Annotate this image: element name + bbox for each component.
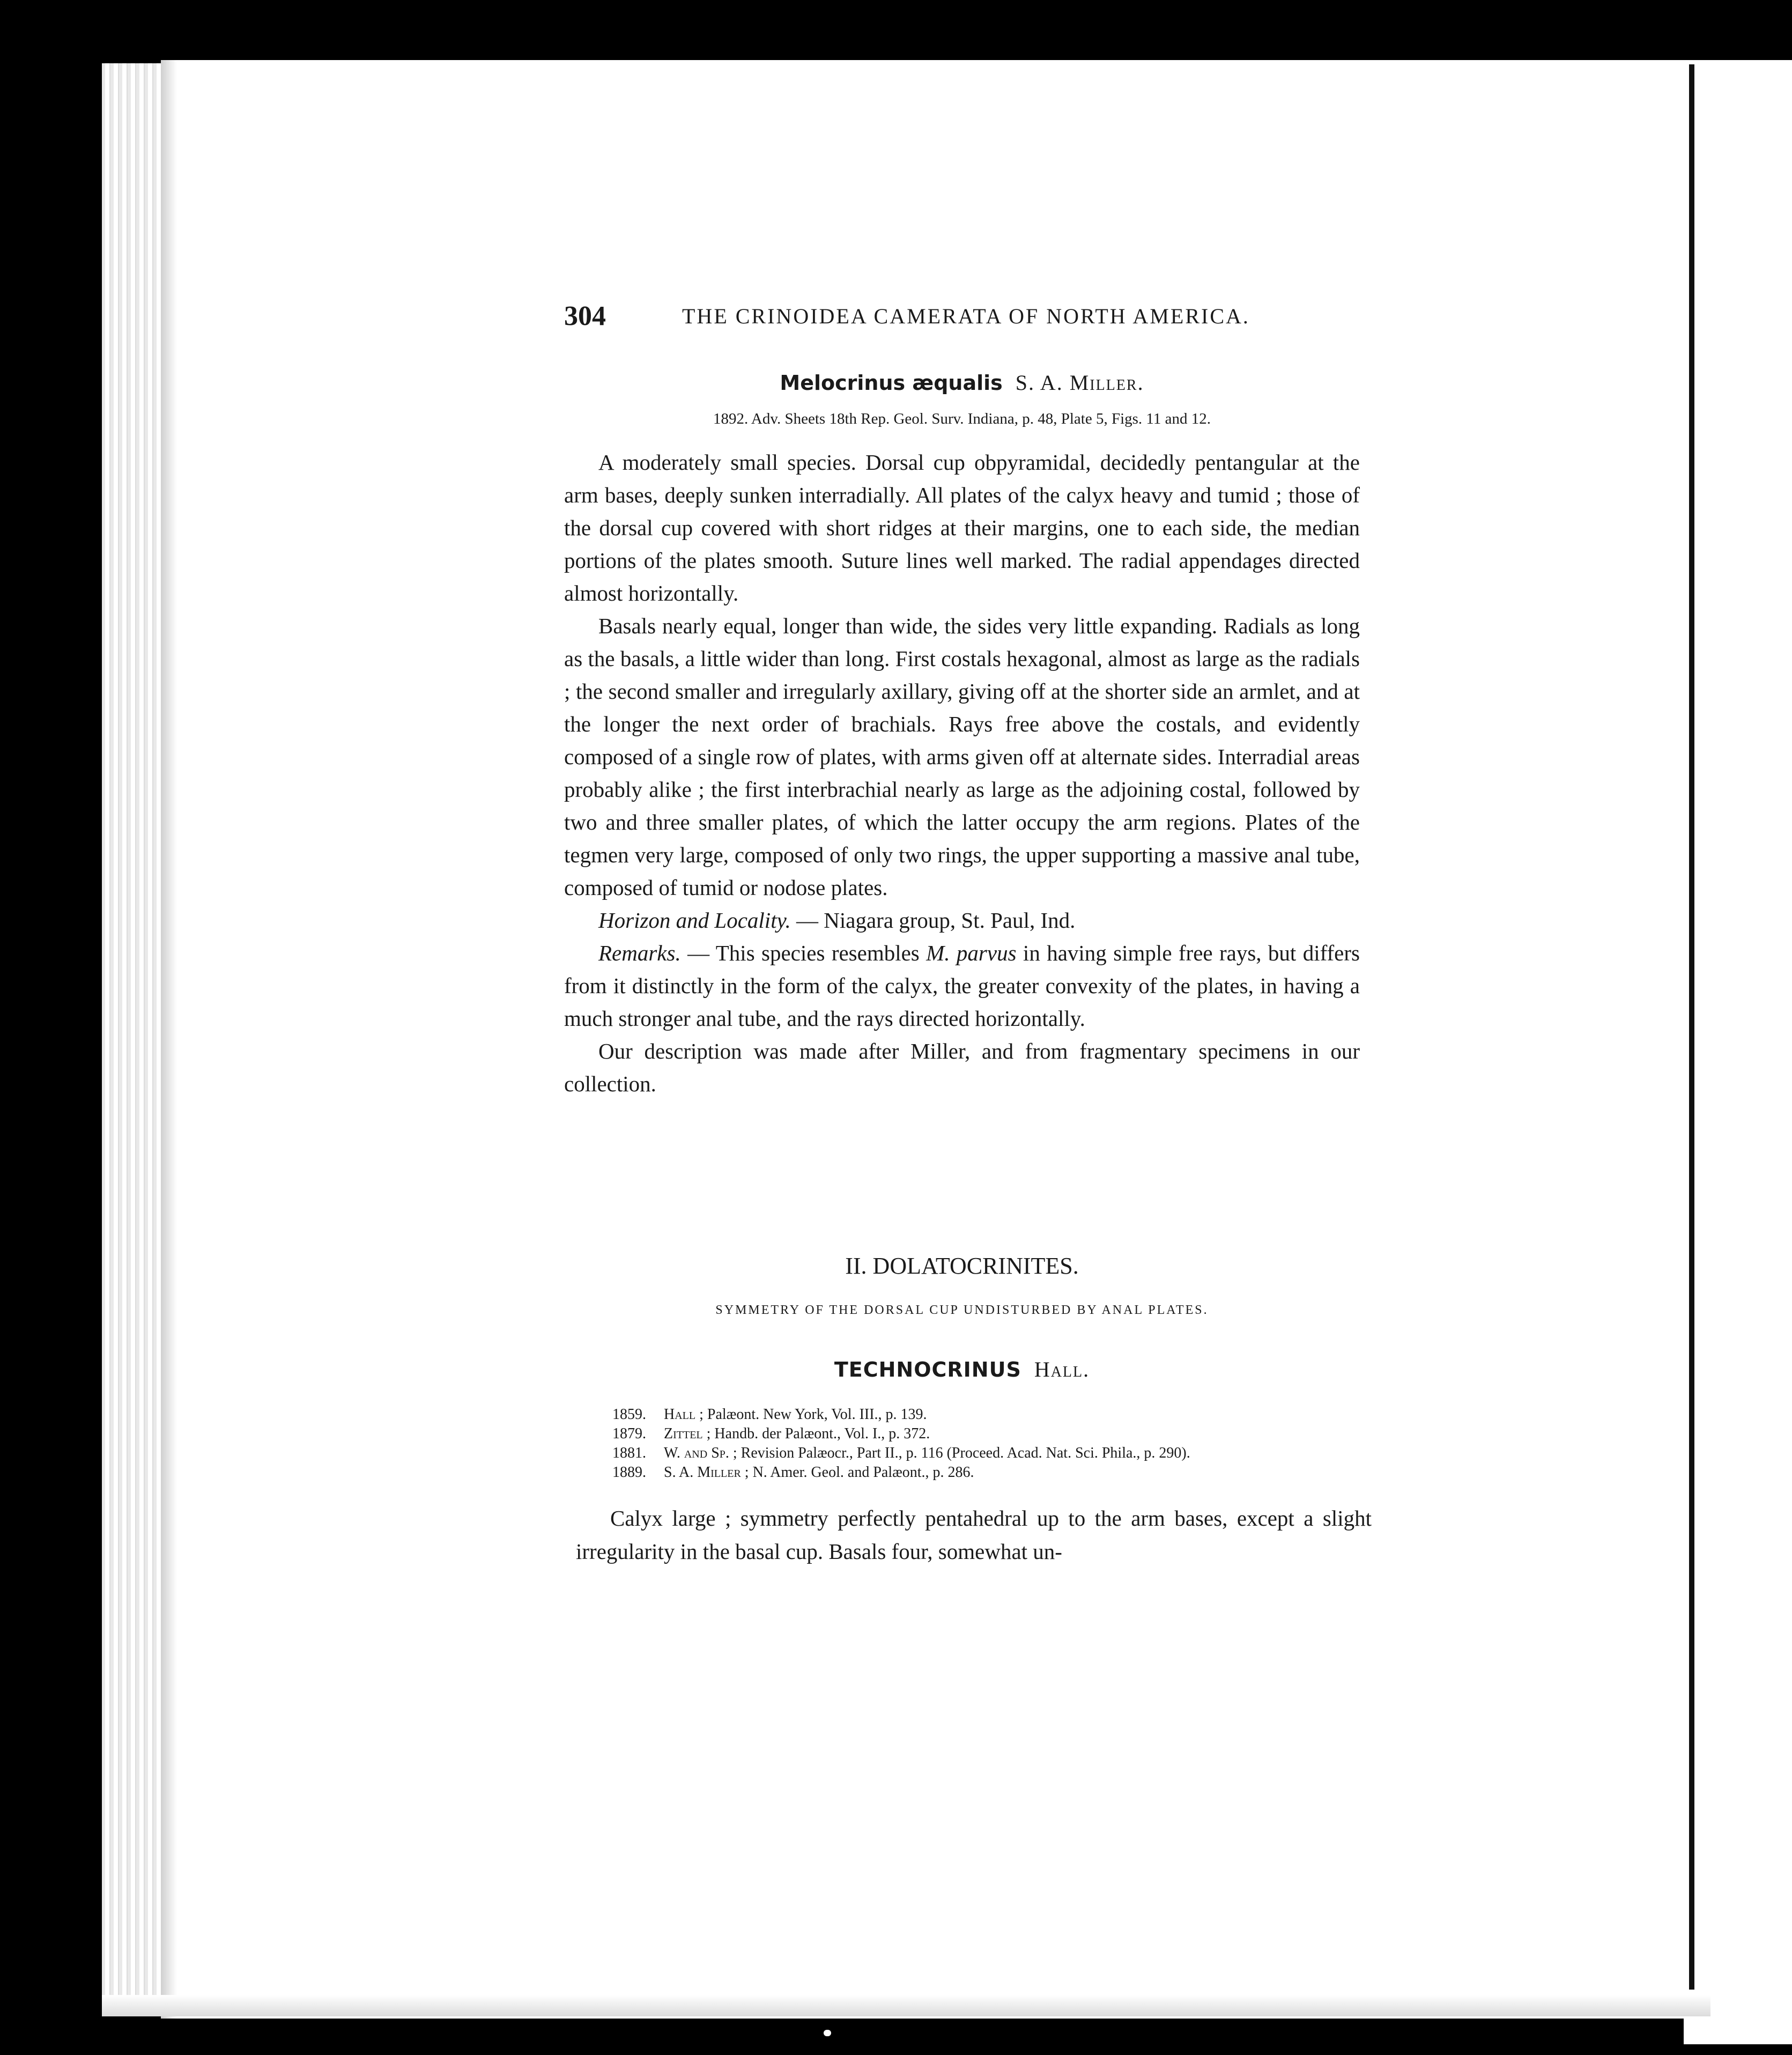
genus-description	[576, 1502, 1372, 1568]
running-head	[564, 300, 1360, 332]
page-border-rule	[1689, 64, 1694, 1990]
reference-text: ; Handb. der Palæont., Vol. I., p. 372.	[702, 1425, 930, 1442]
species-citation: 1892. Adv. Sheets 18th Rep. Geol. Surv. Indiana, p. 48, Plate 5, Figs. 11 and 12.	[713, 410, 1211, 427]
genus-heading	[564, 1357, 1360, 1382]
reference-entry	[612, 1424, 1363, 1444]
reference-author: Zittel	[664, 1425, 703, 1442]
remarks-species-ref: M. parvus	[926, 941, 1017, 965]
reference-year: 1881.	[612, 1445, 646, 1461]
running-title: THE CRINOIDEA CAMERATA OF NORTH AMERICA.	[682, 304, 1250, 328]
scan-artifact-dot	[824, 2030, 831, 2036]
paragraph-remarks	[564, 937, 1360, 1035]
reference-text: ; N. Amer. Geol. and Palæont., p. 286.	[741, 1464, 974, 1481]
paragraph-plates: Basals nearly equal, longer than wide, the sides very little expanding. Radials as long as the basals, a little wider than long. First costals hexagonal, almost as large as the radials ; the second smaller and irregularly axillary, giving off at the shorter side an armlet, and at the longer the next order of brachials. Rays free above the costals, and evidently composed of a single row of plates, with arms given off at alternate sides. Interradial areas probably alike ; the first interbrachial nearly as large as the adjoining costal, followed by two and three smaller plates, of which the latter occupy the arm regions. Plates of the tegmen very large, composed of only two rings, the upper supporting a massive anal tube, composed of tumid or nodose plates.	[564, 613, 1360, 900]
locality-label: Horizon and Locality.	[598, 908, 791, 933]
genus-name: TECHNOCRINUS	[834, 1358, 1021, 1381]
genus-author: Hall.	[1034, 1357, 1090, 1381]
paragraph-description: A moderately small species. Dorsal cup obpyramidal, decidedly pentangular at the arm bases, deeply sunken interradially. All plates of the calyx heavy and tumid ; those of the dorsal cup covered with short ridges at their margins, one to each side, the median portions of the plates smooth. Suture lines well marked. The radial appendages directed almost horizontally.	[564, 450, 1360, 605]
reference-text: ; Palæont. New York, Vol. III., p. 139.	[695, 1406, 927, 1423]
species-heading	[564, 370, 1360, 395]
reference-entry	[612, 1405, 1363, 1424]
remarks-label: Remarks.	[598, 941, 681, 965]
genus-references	[612, 1405, 1363, 1482]
reference-entry	[612, 1463, 1363, 1482]
species-description	[564, 446, 1360, 1100]
remarks-text-b: in having simple free rays, but differs from it distinctly in the form of the calyx, the greater convexity of the plates, in having a much stronger anal tube, and the rays directed horizontally.	[564, 941, 1360, 1031]
reference-year: 1889.	[612, 1464, 646, 1481]
reference-author: S. A. Miller	[664, 1464, 741, 1481]
facing-page-edge	[1684, 60, 1792, 2044]
reference-text: ; Revision Palæocr., Part II., p. 116 (Proceed. Acad. Nat. Sci. Phila., p. 290).	[729, 1445, 1190, 1461]
reference-year: 1859.	[612, 1406, 646, 1423]
locality-text: — Niagara group, St. Paul, Ind.	[790, 908, 1076, 933]
paragraph-note: Our description was made after Miller, and from fragmentary specimens in our collection.	[564, 1039, 1360, 1096]
page-bottom-edge	[102, 1995, 1710, 2016]
species-author: S. A. Miller.	[1015, 371, 1144, 395]
page-number: 304	[564, 301, 606, 331]
section-heading: II. DOLATOCRINITES.	[845, 1253, 1079, 1279]
paragraph-locality	[564, 904, 1360, 937]
species-name: Melocrinus æqualis	[780, 371, 1003, 395]
paragraph-genus: Calyx large ; symmetry perfectly pentahedral up to the arm bases, except a slight irregularity in the basal cup. Basals four, somewhat un-	[576, 1506, 1372, 1564]
gutter-shadow	[161, 60, 177, 2019]
remarks-text-a: — This species resembles	[680, 941, 927, 965]
reference-author: Hall	[664, 1406, 696, 1423]
reference-entry	[612, 1444, 1363, 1463]
reference-author: W. and Sp.	[664, 1445, 729, 1461]
section-subheading: SYMMETRY OF THE DORSAL CUP UNDISTURBED BY ANAL PLATES.	[715, 1303, 1209, 1317]
reference-year: 1879.	[612, 1425, 646, 1442]
